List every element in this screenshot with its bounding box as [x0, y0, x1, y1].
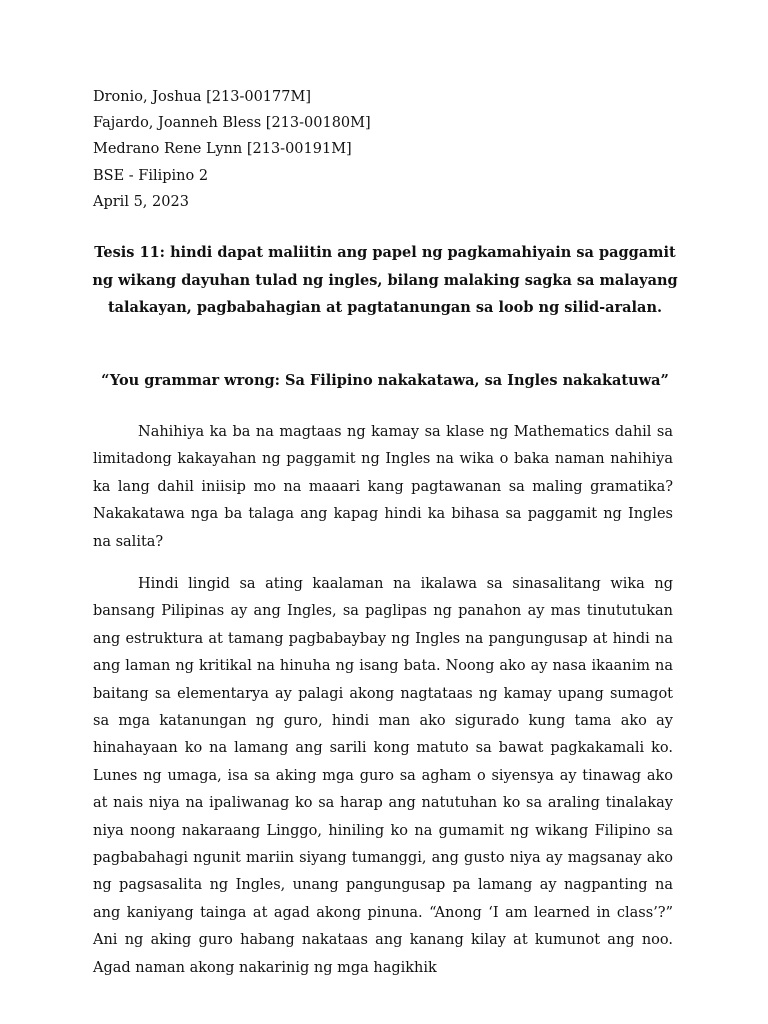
course-line: BSE - Filipino 2 [93, 167, 209, 184]
author-line-1: Dronio, Joshua [213-00177M] [93, 89, 311, 105]
paragraph-2: Hindi lingid sa ating kaalaman na ikalawa sa sinasalitang wika ng bansang Pilipinas ay ang Ingles, sa paglipas ng panahon ay mas tinututukan ang estruktura at tamang pagbabaybay ng Ingles na pangungusap at hindi na ang laman ng kritikal na hinuha ng isang bata. Noong ako ay nasa ikaanim na baitang sa elementarya ay palagi akong nagtataas ng kamay upang sumagot sa mga katanungan ng guro, hindi man ako sigurado kung tama ako ay hinahayaan ko na lamang ang sarili kong matuto sa bawat pagkakamali ko. Lunes ng umaga, isa sa aking mga guro sa agham o siyensya ay tinawag ako at nais niya na ipaliwanag ko sa harap ang natutuhan ko sa araling tinalakay niya noong nakaraang Linggo, hiniling ko na gumamit ng wikang Filipino sa pagbabahagi ngunit mariin siyang tumanggi, ang gusto niya ay magsanay ako ng pagsasalita ng Ingles, unang pangungusap pa lamang ay nagpanting na ang kaniyang tainga at agad akong pinuna. “Anong ‘I am learned in class’?” Ani ng aking guro habang nakataas ang kanang kilay at kumunot ang noo. Agad naman akong nakarinig ng mga hagikhik [93, 576, 673, 976]
date-line: April 5, 2023 [93, 193, 189, 210]
author-line-2: Fajardo, Joanneh Bless [213-00180M] [93, 115, 371, 132]
essay-subtitle: “You grammar wrong: Sa Filipino nakakatawa, sa Ingles nakakatuwa” [101, 372, 669, 389]
author-header [93, 84, 371, 215]
author-line-3: Medrano Rene Lynn [213-00191M] [93, 141, 352, 158]
paragraph-1: Nahihiya ka ba na magtaas ng kamay sa klase ng Mathematics dahil sa limitadong kakayahan ng paggamit ng Ingles na wika o baka naman nahihiya ka lang dahil iniisip mo na maaari kang pagtawanan sa maling gramatika? Nakakatawa nga ba talaga ang kapag hindi ka bihasa sa paggamit ng Ingles na salita? [93, 424, 673, 550]
thesis-title: Tesis 11: hindi dapat maliitin ang papel ng pagkamahiyain sa paggamit ng wikang dayuhan tulad ng ingles, bilang malaking sagka sa malayang talakayan, pagbabahagian at pagtatanungan sa loob ng silid-aralan. [92, 244, 678, 316]
